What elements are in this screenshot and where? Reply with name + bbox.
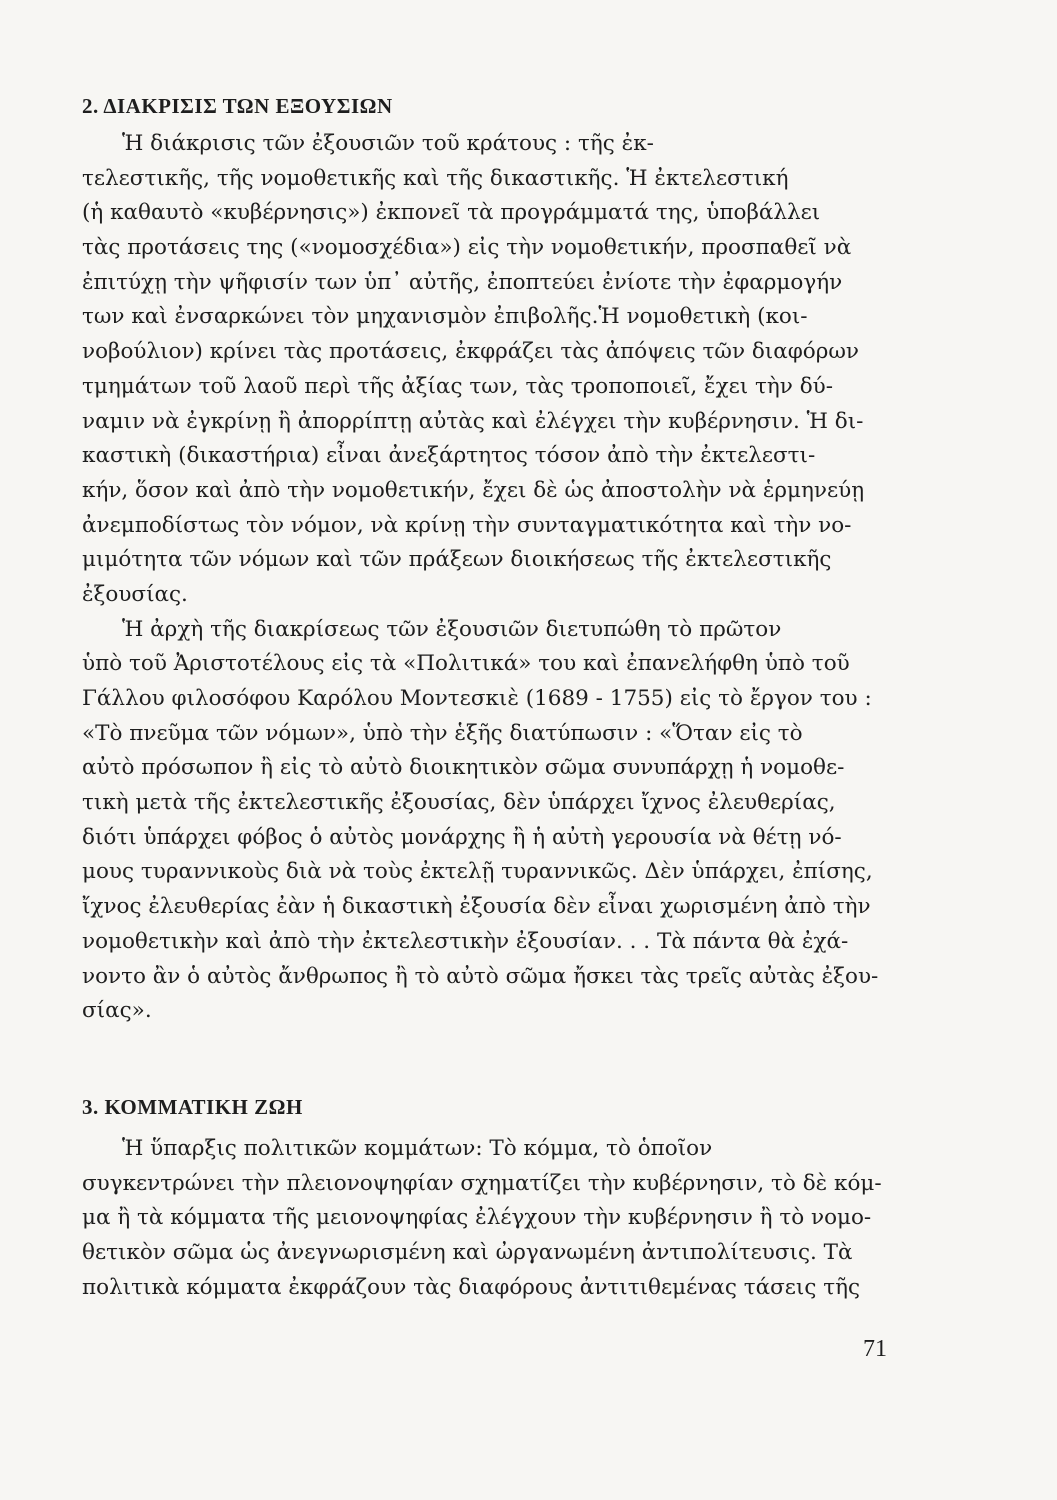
- text-line: Γάλλου φιλοσόφου Καρόλου Μοντεσκιὲ (1689 - 1755) εἰς τὸ ἔργον του :: [82, 686, 872, 711]
- text-line: τικὴ μετὰ τῆς ἐκτελεστικῆς ἐξουσίας, δὲν ὑπάρχει ἴχνος ἐλευθερίας,: [82, 790, 836, 816]
- text-line: κήν, ὅσον καὶ ἀπὸ τὴν νομοθετικήν, ἔχει δὲ ὡς ἀποστολὴν νὰ ἑρμηνεύῃ: [82, 477, 865, 503]
- text-line: ἴχνος ἐλευθερίας ἐὰν ἡ δικαστικὴ ἐξουσία δὲν εἶναι χωρισμένη ἀπὸ τὴν: [82, 894, 871, 920]
- text-line: ἐπιτύχῃ τὴν ψῆφισίν των ὑπ᾿ αὐτῆς, ἐποπτεύει ἐνίοτε τὴν ἐφαρμογήν: [82, 269, 843, 295]
- section-heading-party-life: 3. ΚΟΜΜΑΤΙΚΗ ΖΩΗ: [82, 1095, 303, 1119]
- section-body-separation-of-powers: [82, 127, 908, 1029]
- text-line: μιμότητα τῶν νόμων καὶ τῶν πράξεων διοικήσεως τῆς ἐκτελεστικῆς: [82, 547, 832, 573]
- text-line: ναμιν νὰ ἐγκρίνῃ ἢ ἀπορρίπτῃ αὐτὰς καὶ ἐλέγχει τὴν κυβέρνησιν. Ἡ δι-: [82, 408, 864, 434]
- text-line: νοντο ἂν ὁ αὐτὸς ἄνθρωπος ἢ τὸ αὐτὸ σῶμα ἤσκει τὰς τρεῖς αὐτὰς ἐξου-: [82, 963, 879, 989]
- text-line: διότι ὑπάρχει φόβος ὁ αὐτὸς μονάρχης ἢ ἡ αὐτὴ γερουσία νὰ θέτῃ νό-: [82, 824, 842, 850]
- text-line: συγκεντρώνει τὴν πλειονοψηφίαν σχηματίζει τὴν κυβέρνησιν, τὸ δὲ κόμ-: [82, 1170, 882, 1196]
- page-number: 71: [863, 1336, 887, 1362]
- text-line: πολιτικὰ κόμματα ἐκφράζουν τὰς διαφόρους ἀντιτιθεμένας τάσεις τῆς: [82, 1274, 861, 1300]
- section-body-party-life: [82, 1132, 908, 1305]
- text-line: ὑπὸ τοῦ Ἀριστοτέλους εἰς τὰ «Πολιτικά» του καὶ ἐπανελήφθη ὑπὸ τοῦ: [82, 651, 850, 677]
- text-line: Ἡ διάκρισις τῶν ἐξουσιῶν τοῦ κράτους : τῆς ἐκ-: [122, 131, 654, 156]
- text-line: μα ἢ τὰ κόμματα τῆς μειονοψηφίας ἐλέγχουν τὴν κυβέρνησιν ἢ τὸ νομο-: [82, 1205, 872, 1231]
- text-line: Ἡ ὕπαρξις πολιτικῶν κομμάτων: Τὸ κόμμα, τὸ ὁποῖον: [122, 1136, 713, 1161]
- text-line: θετικὸν σῶμα ὡς ἀνεγνωρισμένη καὶ ὠργανωμένη ἀντιπολίτευσις. Τὰ: [82, 1240, 853, 1266]
- text-line: αὐτὸ πρόσωπον ἢ εἰς τὸ αὐτὸ διοικητικὸν σῶμα συνυπάρχῃ ἡ νομοθε-: [82, 755, 845, 781]
- text-line: μους τυραννικοὺς διὰ νὰ τοὺς ἐκτελῇ τυραννικῶς. Δὲν ὑπάρχει, ἐπίσης,: [82, 859, 873, 885]
- text-line: νοβούλιον) κρίνει τὰς προτάσεις, ἐκφράζει τὰς ἀπόψεις τῶν διαφόρων: [82, 339, 859, 365]
- text-line: (ἡ καθαυτὸ «κυβέρνησις») ἐκπονεῖ τὰ προγράμματά της, ὑποβάλλει: [82, 200, 821, 226]
- text-line: ἀνεμποδίστως τὸν νόμον, νὰ κρίνῃ τὴν συνταγματικότητα καὶ τὴν νο-: [82, 512, 852, 538]
- text-line: τὰς προτάσεις της («νομοσχέδια») εἰς τὴν νομοθετικήν, προσπαθεῖ νὰ: [82, 235, 852, 261]
- text-line: καστικὴ (δικαστήρια) εἶναι ἀνεξάρτητος τόσον ἀπὸ τὴν ἐκτελεστι-: [82, 443, 816, 469]
- text-line: σίας».: [82, 998, 152, 1024]
- text-line: τμημάτων τοῦ λαοῦ περὶ τῆς ἀξίας των, τὰς τροποποιεῖ, ἔχει τὴν δύ-: [82, 373, 833, 399]
- text-line: τελεστικῆς, τῆς νομοθετικῆς καὶ τῆς δικαστικῆς. Ἡ ἐκτελεστική: [82, 165, 789, 191]
- text-line: ἐξουσίας.: [82, 581, 188, 607]
- text-line: «Τὸ πνεῦμα τῶν νόμων», ὑπὸ τὴν ἑξῆς διατύπωσιν : «Ὅταν εἰς τὸ: [82, 720, 803, 746]
- section-heading-separation-of-powers: 2. ΔΙΑΚΡΙΣΙΣ ΤΩΝ ΕΞΟΥΣΙΩΝ: [82, 94, 393, 118]
- text-line: Ἡ ἀρχὴ τῆς διακρίσεως τῶν ἐξουσιῶν διετυπώθη τὸ πρῶτον: [122, 616, 782, 642]
- text-line: των καὶ ἐνσαρκώνει τὸν μηχανισμὸν ἐπιβολῆς.Ἡ νομοθετικὴ (κοι-: [82, 304, 808, 330]
- text-line: νομοθετικὴν καὶ ἀπὸ τὴν ἐκτελεστικὴν ἐξουσίαν. . . Τὰ πάντα θὰ ἐχά-: [82, 928, 849, 954]
